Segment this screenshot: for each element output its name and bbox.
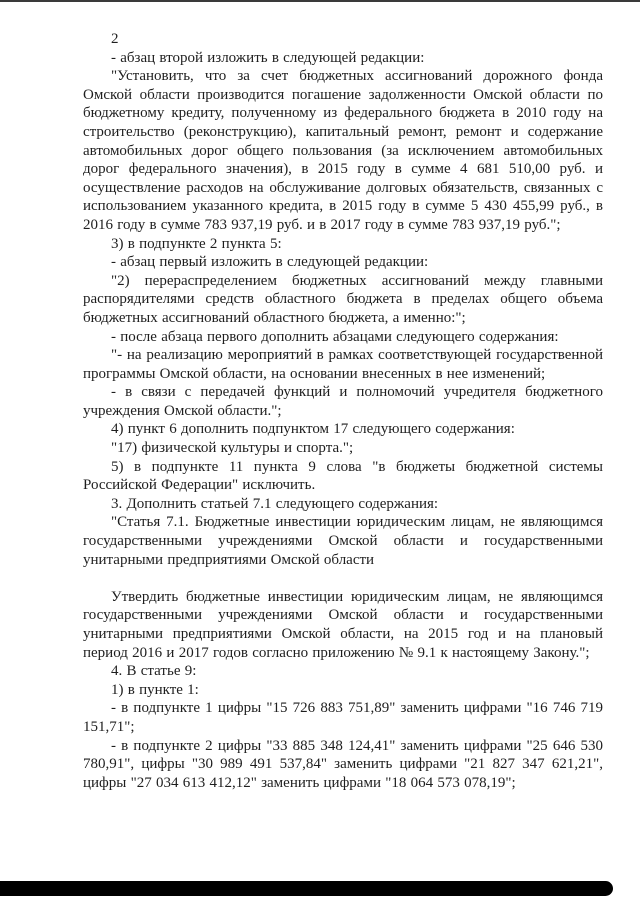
paragraph: "2) перераспределением бюджетных ассигнований между главными распорядителями средств областного бюджета в пределах общего объема бюджетных ассигнований областного бюджета, а именно:"; (83, 272, 603, 326)
paragraph: 3. Дополнить статьей 7.1 следующего содержания: (111, 495, 439, 512)
paragraph: 5) в подпункте 11 пункта 9 слова "в бюджеты бюджетной системы Российской Федерации" исключить. (83, 458, 603, 494)
page-number: 2 (111, 31, 119, 47)
paragraph: 4. В статье 9: (111, 663, 197, 680)
paragraph: "Установить, что за счет бюджетных ассигнований дорожного фонда Омской области производится погашение задолженности Омской области по бюджетному кредиту, полученному из федерального бюджета в 2010 году на строительство (реконструкцию), капитальный ремонт, ремонт и содержание автомобильных дорог общего пользования (за исключением автомобильных дорог федерального значения), в 2015 году в сумме 4 681 510,00 руб. и осуществление расходов на обслуживание долговых обязательств, связанных с использованием указанного кредита, в 2015 году в сумме 5 430 455,99 руб., в 2016 году в сумме 783 937,19 руб. и в 2017 году в сумме 783 937,19 руб."; (83, 68, 603, 233)
paragraph: - в подпункте 1 цифры "15 726 883 751,89" заменить цифрами "16 746 719 151,71"; (83, 700, 603, 735)
paragraph: 1) в пункте 1: (111, 681, 199, 698)
paragraph: "- на реализацию мероприятий в рамках соответствующей государственной программы Омской области, на основании внесенных в нее изменений; (83, 347, 603, 382)
paragraph: - абзац второй изложить в следующей редакции: (111, 49, 425, 66)
paragraph: Утвердить бюджетные инвестиции юридическим лицам, не являющимся государственными учреждениями Омской области и государственными унитарными предприятиями Омской области, на 2015 год и на плановый период 2016 и 2017 годов согласно приложению № 9.1 к настоящему Закону."; (83, 588, 603, 661)
document-content (83, 0, 603, 792)
paragraph: - в связи с передачей функций и полномочий учредителя бюджетного учреждения Омской области."; (83, 384, 603, 419)
paragraph: - в подпункте 2 цифры "33 885 348 124,41" заменить цифрами "25 646 530 780,91", цифры "30 989 491 537,84" заменить цифрами "21 827 347 621,21", цифры "27 034 613 412,12" заменить цифрами "18 064 573 078,19"; (83, 737, 603, 791)
paragraph: - после абзаца первого дополнить абзацами следующего содержания: (111, 328, 559, 345)
paragraph: - абзац первый изложить в следующей редакции: (111, 254, 429, 271)
scan-artifact-bottom (0, 881, 613, 896)
paragraph: 3) в подпункте 2 пункта 5: (111, 235, 282, 252)
paragraph: "17) физической культуры и спорта."; (111, 440, 354, 457)
paragraph: 4) пункт 6 дополнить подпунктом 17 следующего содержания: (111, 421, 515, 438)
paragraph: "Статья 7.1. Бюджетные инвестиции юридическим лицам, не являющимся государственными учреждениями Омской области и государственными унитарными предприятиями Омской области (83, 514, 603, 568)
